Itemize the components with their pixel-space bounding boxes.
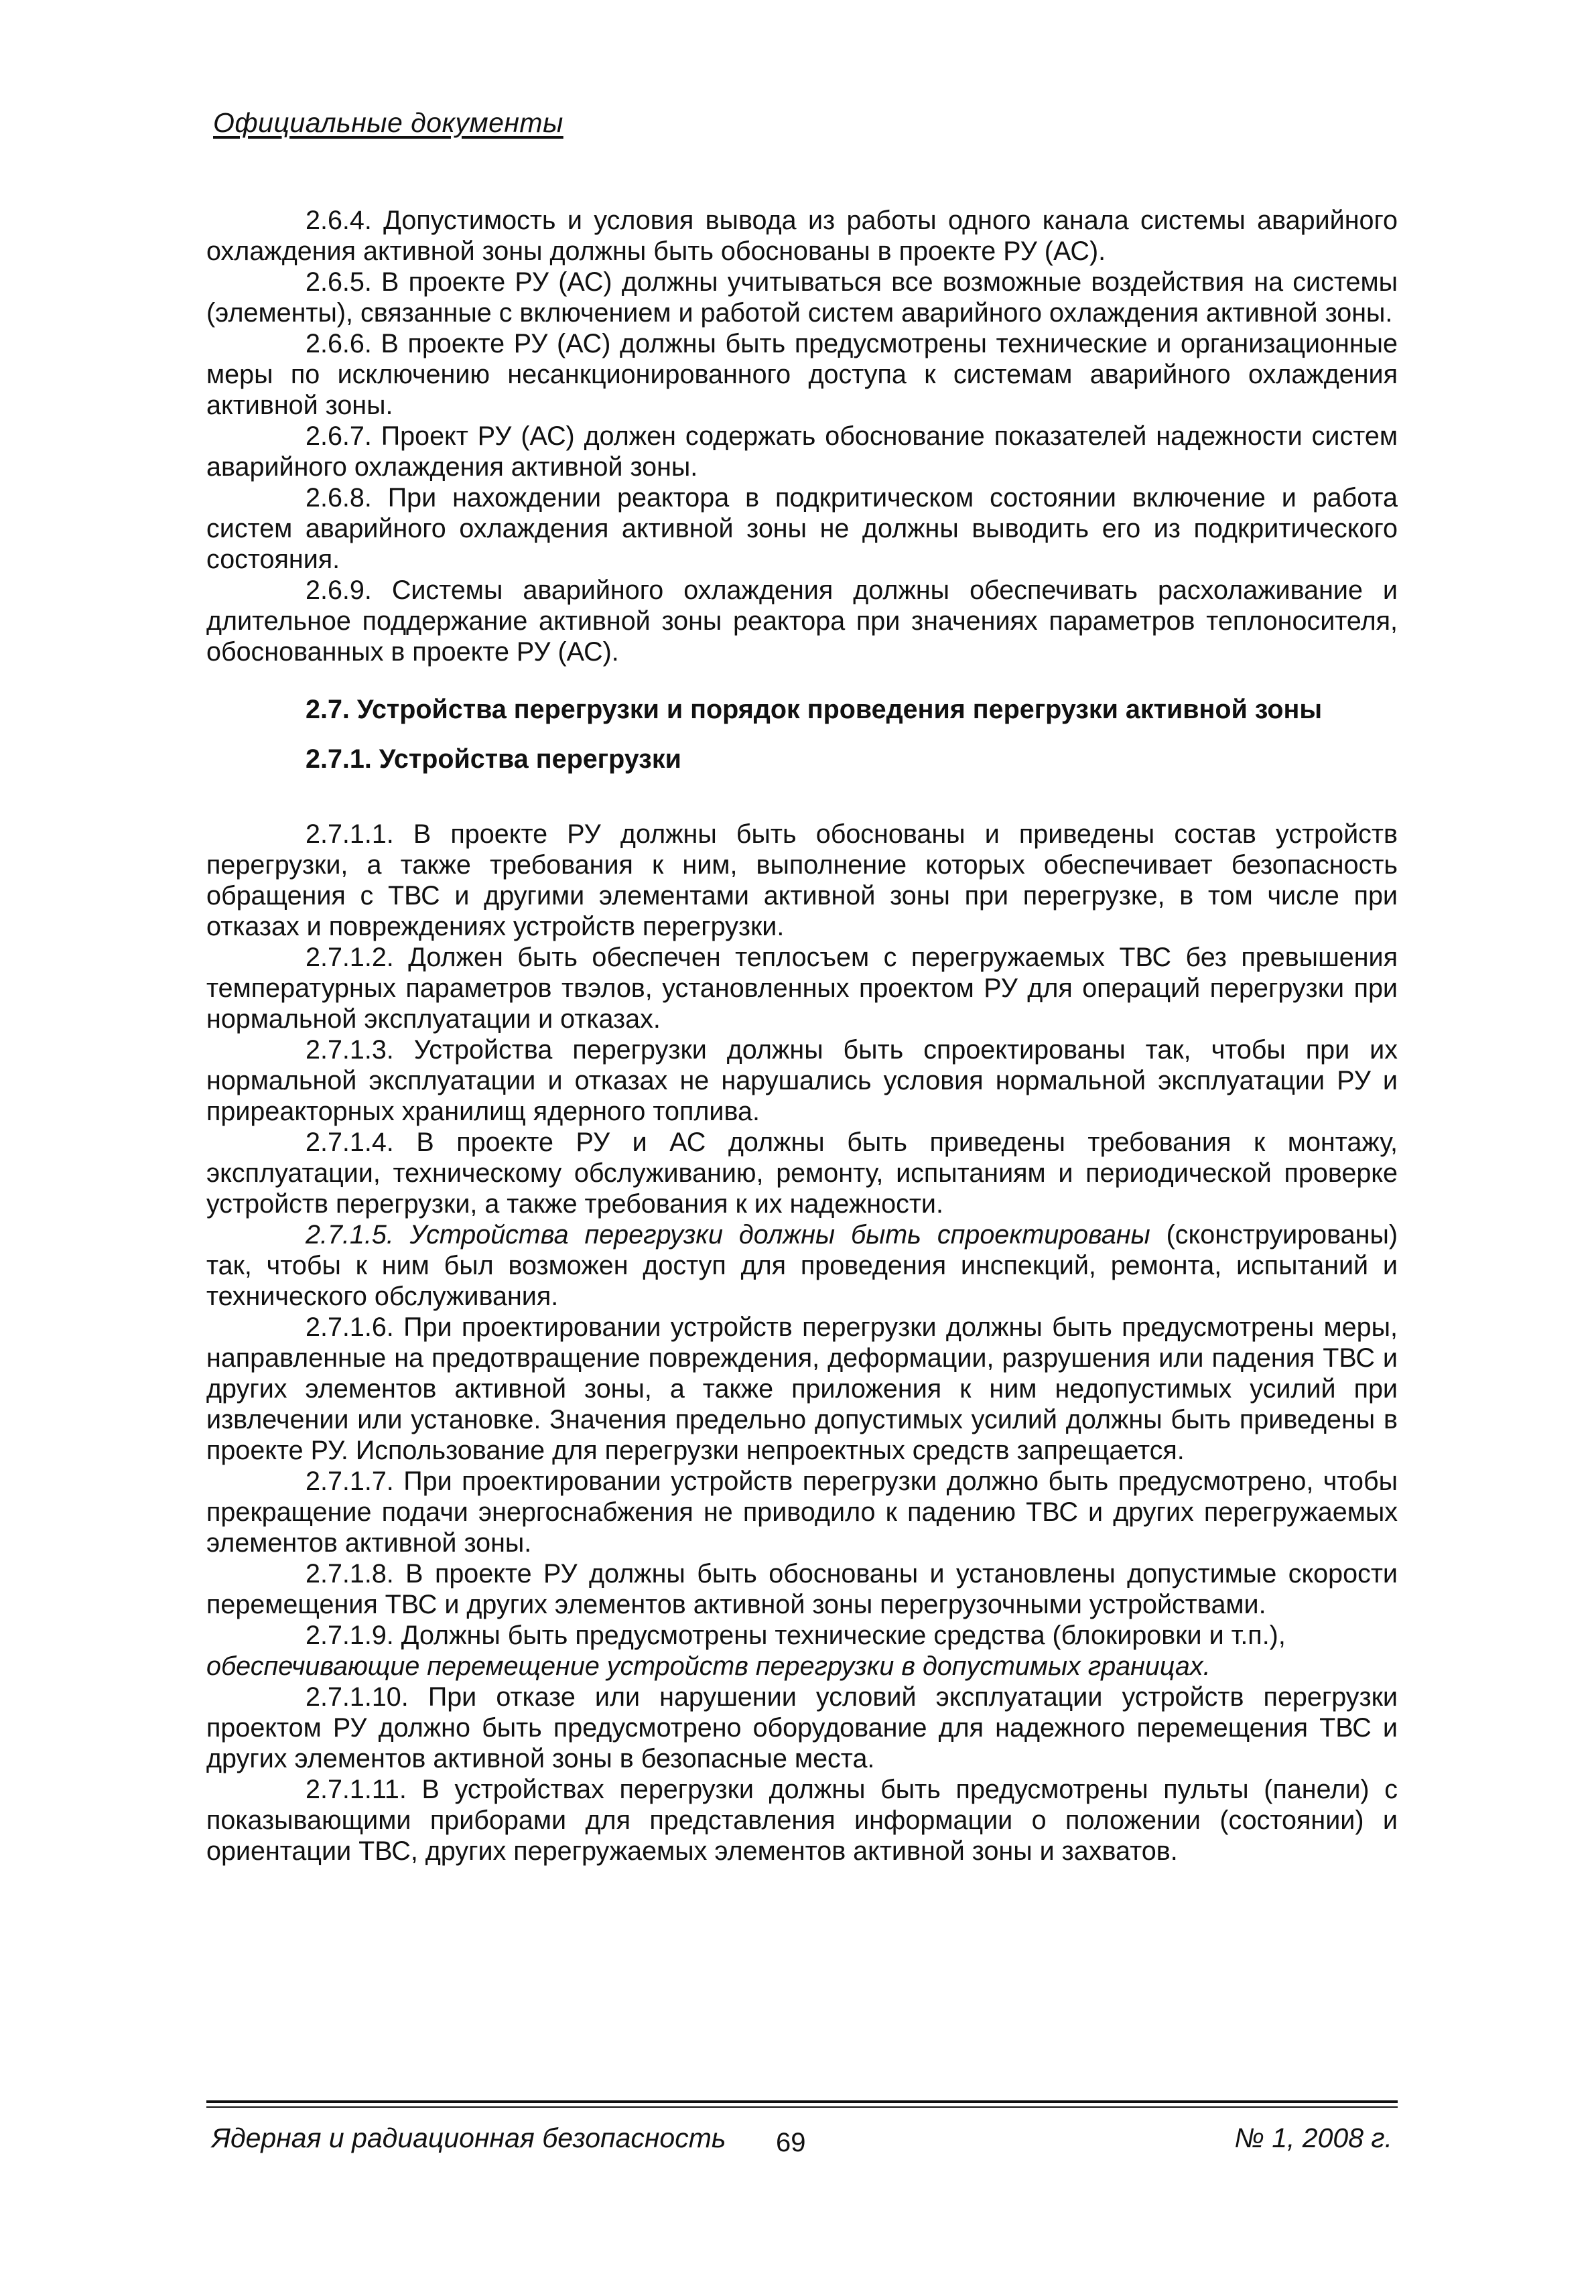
- paragraph-2-7-1-3: 2.7.1.3. Устройства перегрузки должны быть спроектированы так, чтобы при их нормальной эксплуатации и отказах не нарушались условия нормальной эксплуатации РУ и приреакторных хранилищ ядерного топлива.: [206, 1035, 1398, 1126]
- document-body: [206, 205, 1398, 1867]
- paragraph-2-6-6: 2.6.6. В проекте РУ (АС) должны быть предусмотрены технические и организационные меры по исключению несанкционированного доступа к системам аварийного охлаждения активной зоны.: [206, 329, 1398, 420]
- paragraph-2-7-1-10: 2.7.1.10. При отказе или нарушении условий эксплуатации устройств перегрузки проектом РУ должно быть предусмотрено оборудование для надежного перемещения ТВС и других элементов активной зоны в безопасные места.: [206, 1682, 1398, 1773]
- paragraph-2-6-5: 2.6.5. В проекте РУ (АС) должны учитываться все возможные воздействия на системы (элементы), связанные с включением и работой систем аварийного охлаждения активной зоны.: [206, 267, 1398, 328]
- paragraph-2-7-1-9-continued: обеспечивающие перемещение устройств перегрузки в допустимых границах.: [206, 1651, 1211, 1681]
- paragraph-2-7-1-9: 2.7.1.9. Должны быть предусмотрены технические средства (блокировки и т.п.),: [306, 1621, 1286, 1650]
- paragraph-2-6-4: 2.6.4. Допустимость и условия вывода из работы одного канала системы аварийного охлаждения активной зоны должны быть обоснованы в проекте РУ (АС).: [206, 206, 1398, 266]
- footer-rule-thin: [206, 2106, 1398, 2108]
- paragraph-2-7-1-6: 2.7.1.6. При проектировании устройств перегрузки должны быть предусмотрены меры, направленные на предотвращение повреждения, деформации, разрушения или падения ТВС и других элементов активной зоны, а также приложения к ним недопустимых усилий при извлечении или установке. Значения предельно допустимых усилий должны быть приведены в проекте РУ. Использование для перегрузки непроектных средств запрещается.: [206, 1312, 1398, 1465]
- subsection-heading-2-7-1: 2.7.1. Устройства перегрузки: [306, 744, 681, 774]
- running-header: Официальные документы: [213, 107, 563, 138]
- paragraph-2-6-9: 2.6.9. Системы аварийного охлаждения должны обеспечивать расхолаживание и длительное поддержание активной зоны реактора при значениях параметров теплоносителя, обоснованных в проекте РУ (АС).: [206, 576, 1398, 667]
- paragraph-2-7-1-1: 2.7.1.1. В проекте РУ должны быть обоснованы и приведены состав устройств перегрузки, а также требования к ним, выполнение которых обеспечивает безопасность обращения с ТВС и другими элементами активной зоны при перегрузке, в том числе при отказах и повреждениях устройств перегрузки.: [206, 819, 1398, 941]
- paragraph-2-7-1-5: [206, 1219, 1398, 1312]
- footer-journal-title: Ядерная и радиационная безопасность: [212, 2122, 726, 2153]
- paragraph-2-6-7: 2.6.7. Проект РУ (АС) должен содержать обоснование показателей надежности систем аварийного охлаждения активной зоны.: [206, 421, 1398, 482]
- footer-issue: № 1, 2008 г.: [1234, 2122, 1392, 2153]
- paragraph-2-7-1-4: 2.7.1.4. В проекте РУ и АС должны быть приведены требования к монтажу, эксплуатации, техническому обслуживанию, ремонту, испытаниям и периодической проверке устройств перегрузки, а также требования к их надежности.: [206, 1128, 1398, 1219]
- paragraph-2-7-1-5-rest: (сконструированы) так, чтобы к ним был возможен доступ для проведения инспекций, ремонта, испытаний и технического обслуживания.: [206, 1220, 1398, 1311]
- paragraph-2-7-1-2: 2.7.1.2. Должен быть обеспечен теплосъем с перегружаемых ТВС без превышения температурных параметров твэлов, установленных проектом РУ для операций перегрузки при нормальной эксплуатации и отказах.: [206, 943, 1398, 1034]
- paragraph-2-7-1-11: 2.7.1.11. В устройствах перегрузки должны быть предусмотрены пульты (панели) с показывающими приборами для представления информации о положении (состоянии) и ориентации ТВС, других перегружаемых элементов активной зоны и захватов.: [206, 1775, 1398, 1866]
- paragraph-2-7-1-5-italic: 2.7.1.5. Устройства перегрузки должны быть спроектированы: [306, 1220, 1150, 1250]
- paragraph-2-6-8: 2.6.8. При нахождении реактора в подкритическом состоянии включение и работа систем аварийного охлаждения активной зоны не должны выводить его из подкритического состояния.: [206, 483, 1398, 574]
- section-heading-2-7: 2.7. Устройства перегрузки и порядок проведения перегрузки активной зоны: [306, 695, 1323, 724]
- paragraph-2-7-1-8: 2.7.1.8. В проекте РУ должны быть обоснованы и установлены допустимые скорости перемещения ТВС и других элементов активной зоны перегрузочными устройствами.: [206, 1559, 1398, 1619]
- footer-page-number: 69: [776, 2128, 806, 2157]
- footer-rule-thick: [206, 2100, 1398, 2103]
- paragraph-2-7-1-7: 2.7.1.7. При проектировании устройств перегрузки должно быть предусмотрено, чтобы прекращение подачи энергоснабжения не приводило к падению ТВС и других перегружаемых элементов активной зоны.: [206, 1467, 1398, 1558]
